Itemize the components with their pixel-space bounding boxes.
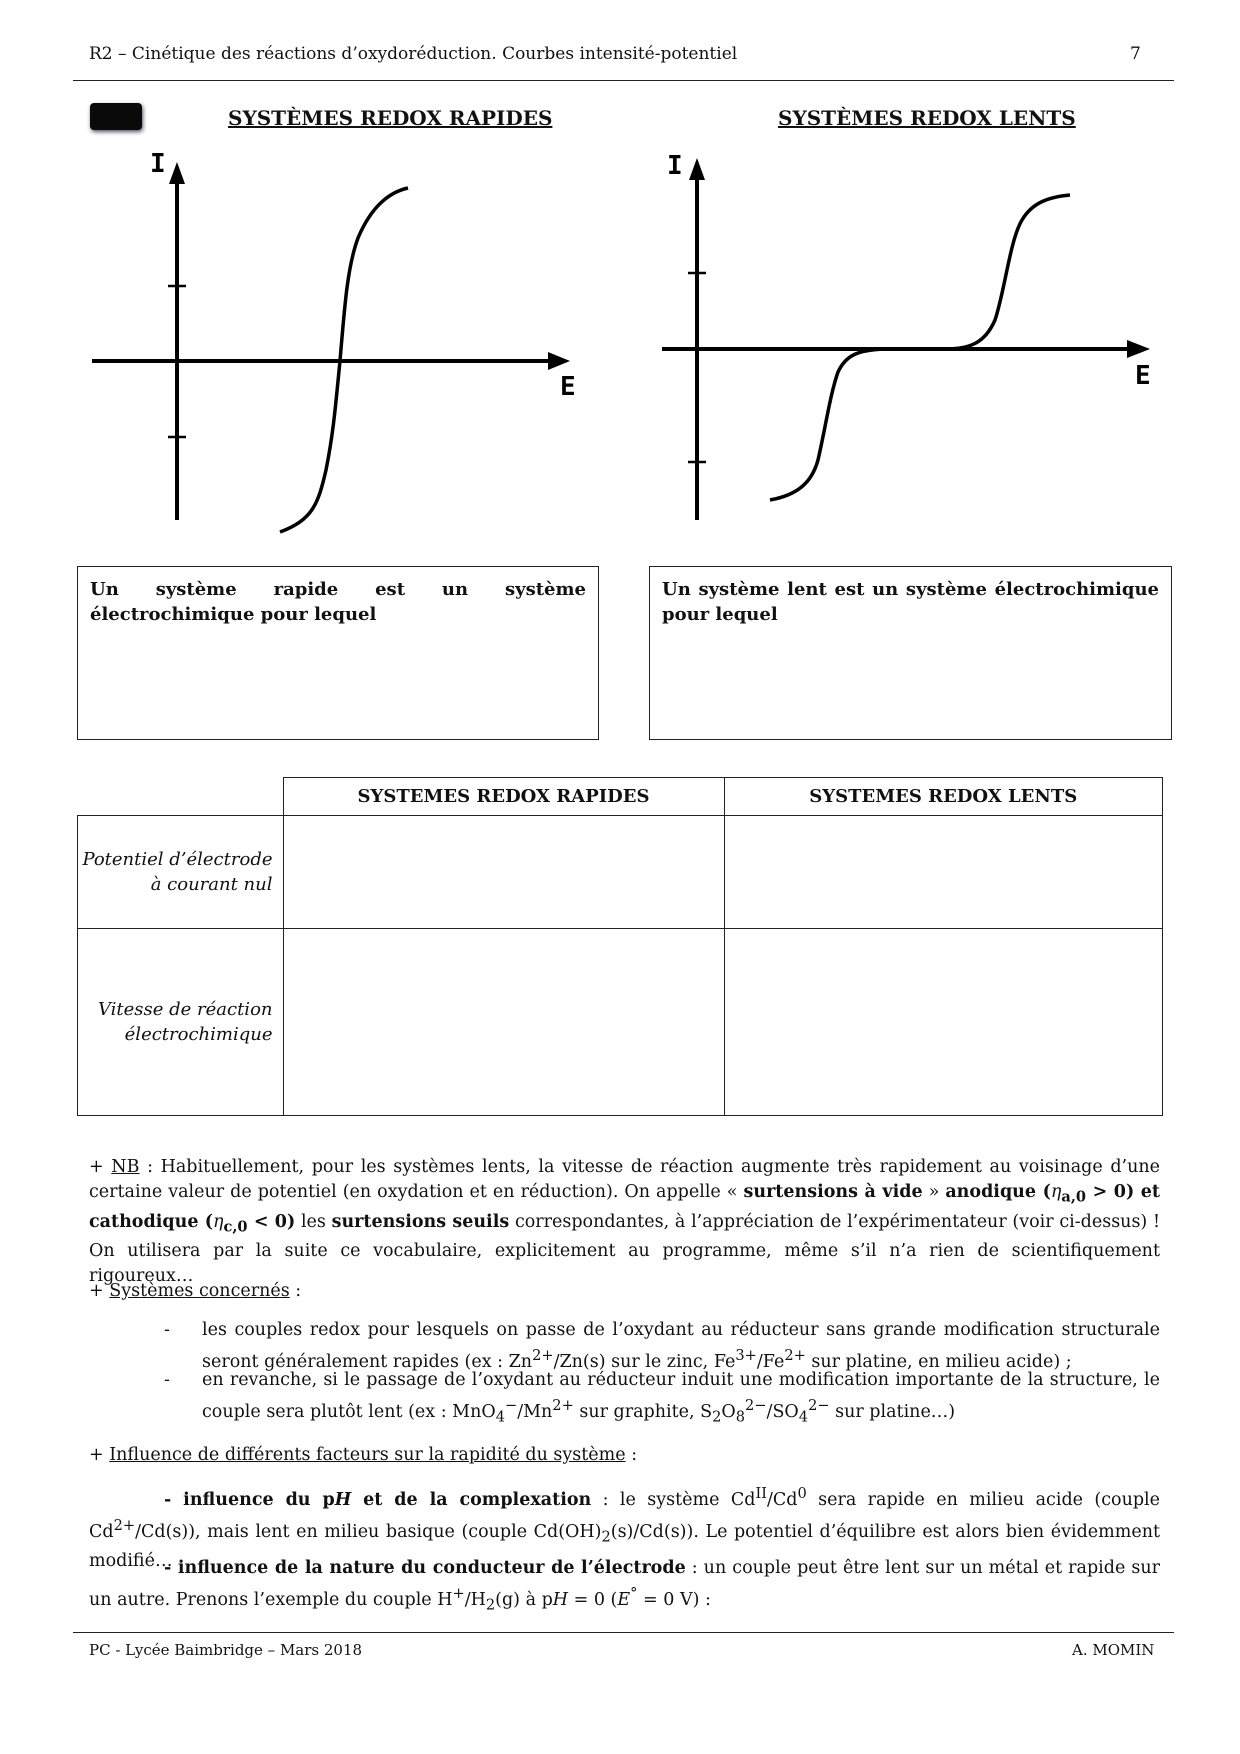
p1-bold-a: - influence du p (164, 1489, 335, 1510)
b1-text-a: les couples redox pour lesquels on passe de l’oxydant au réducteur sans grande modification structurale seront généralement rapides (ex : Zn (202, 1320, 1160, 1372)
p1-text-b: /Cd (766, 1489, 798, 1510)
slow-x-label: E (1135, 361, 1151, 391)
b2-sup4: 2− (808, 1397, 830, 1414)
b2-text-e: /SO (766, 1401, 799, 1422)
systems-bullet-1 (202, 1318, 1160, 1375)
b1-sup1: 2+ (532, 1347, 554, 1364)
p2-text-a: : un couple peut être lent sur un métal et rapide sur un autre. Prenons l’exemple du couple H (89, 1558, 1160, 1610)
nb-term-surtensions-vide: surtensions à vide (743, 1182, 923, 1202)
fast-system-graph (85, 150, 585, 540)
p2-text-c: (g) à p (495, 1589, 553, 1610)
cell-potential-fast (283, 816, 724, 929)
slow-definition-box (649, 566, 1172, 740)
b1-sup3: 2+ (784, 1347, 806, 1364)
p1-sup1: II (755, 1485, 767, 1502)
p2-H: H (552, 1589, 569, 1610)
row-label-speed-line1: Vitesse de réaction (97, 999, 273, 1020)
cell-speed-slow (724, 929, 1163, 1116)
nb-eta-c: η (212, 1211, 224, 1232)
b1-text-c: /Fe (756, 1351, 785, 1372)
header-rule (73, 80, 1174, 81)
page-number: 7 (1130, 44, 1141, 64)
nb-prefix: + (89, 1157, 112, 1177)
fast-y-label: I (150, 150, 166, 179)
fast-x-label: E (560, 372, 576, 402)
systems-heading-suffix: : (289, 1281, 302, 1301)
nb-text-3: » (922, 1182, 946, 1202)
slow-y-label: I (667, 151, 683, 181)
systems-bullet-1-dash: - (164, 1320, 170, 1340)
p1-bold-b: et de la complexation (351, 1489, 592, 1510)
p2-text-d: = 0 ( (568, 1589, 618, 1610)
nb-eta-a: η (1050, 1182, 1062, 1202)
slow-y-arrow (689, 158, 705, 180)
nb-paragraph (89, 1155, 1160, 1289)
cell-speed-fast (283, 929, 724, 1116)
table-header-row (78, 778, 1163, 816)
b2-text-b: /Mn (517, 1401, 553, 1422)
b1-text-b: /Zn(s) sur le zinc, Fe (553, 1351, 736, 1372)
header-title: R2 – Cinétique des réactions d’oxydoréduction. Courbes intensité-potentiel (89, 44, 738, 64)
b2-text-c: sur graphite, S (573, 1401, 713, 1422)
b2-sup3: 2− (745, 1397, 767, 1414)
row-label-potential (78, 816, 284, 929)
slow-x-arrow (1127, 340, 1150, 358)
b2-sub1: 4 (495, 1408, 505, 1426)
p2-sub1: 2 (485, 1596, 496, 1614)
col-header-slow: SYSTEMES REDOX LENTS (724, 778, 1163, 816)
systems-heading (89, 1279, 301, 1304)
row-label-potential-line1: Potentiel d’électrode (82, 849, 273, 870)
nb-cathodique: > 0) et cathodique ( (89, 1182, 1160, 1232)
influence-electrode-paragraph (89, 1556, 1160, 1617)
p2-text-e: = 0 V) : (637, 1589, 711, 1610)
systems-prefix: + (89, 1281, 110, 1301)
p2-text-b: /H (464, 1589, 486, 1610)
table-row-potential (78, 816, 1163, 929)
influence-heading (89, 1443, 637, 1468)
influence-heading-suffix: : (625, 1445, 638, 1465)
p2-E: E (617, 1589, 631, 1610)
footer-rule (73, 1632, 1174, 1633)
nb-text-9: correspondantes, à l’appréciation de l’expérimentateur (voir ci-dessus) ! On utilisera par la suite ce vocabulaire, explicitement au programme, même s’il n’a rien de scientifiquement rigoureux… (89, 1211, 1161, 1286)
influence-heading-text: Influence de différents facteurs sur la rapidité du système (109, 1445, 626, 1465)
p1-sup2: 0 (797, 1485, 807, 1502)
b2-text-d: O (721, 1401, 736, 1422)
p1-text-e: (s)/Cd(s)). Le potentiel d’équilibre est alors bien évidemment modifié… (89, 1521, 1160, 1572)
p1-text-a: : le système Cd (591, 1489, 756, 1510)
footer-left: PC - Lycée Baimbridge – Mars 2018 (89, 1641, 363, 1659)
systems-heading-text: Systèmes concernés (109, 1281, 290, 1301)
systems-bullet-2 (202, 1368, 1160, 1429)
nb-text-7: les (295, 1211, 332, 1232)
row-label-speed-line2: électrochimique (124, 1024, 273, 1045)
nb-cathodique-end: < 0) (247, 1211, 296, 1232)
col-header-fast: SYSTEMES REDOX RAPIDES (283, 778, 724, 816)
b2-sup1: − (504, 1397, 518, 1414)
b2-sub4: 4 (798, 1408, 809, 1426)
nb-label: NB (111, 1157, 140, 1177)
nb-term-surtensions-seuils: surtensions seuils (331, 1211, 510, 1232)
fast-y-arrow (169, 162, 185, 184)
b1-text-d: sur platine, en milieu acide) ; (805, 1351, 1072, 1372)
table-corner (78, 778, 284, 816)
fast-definition-text: Un système rapide est un système électrochimique pour lequel (90, 579, 586, 625)
table-row-speed (78, 929, 1163, 1116)
systems-bullet-2-dash: - (164, 1370, 170, 1390)
black-tab (90, 103, 142, 130)
p1-text-c: sera rapide en milieu acide (couple Cd (89, 1489, 1160, 1542)
p1-text-d: /Cd(s)), mais lent en milieu basique (couple Cd(OH) (135, 1521, 602, 1542)
fast-graph-title: SYSTÈMES REDOX RAPIDES (228, 106, 553, 130)
slow-definition-text: Un système lent est un système électrochimique pour lequel (662, 579, 1159, 625)
b2-text-f: sur platine…) (829, 1401, 956, 1422)
nb-eta-a-sub: a,0 (1061, 1188, 1087, 1206)
nb-eta-c-sub: c,0 (223, 1218, 248, 1235)
p1-bold-H: H (334, 1489, 352, 1510)
b2-text-a: en revanche, si le passage de l’oxydant au réducteur induit une modification importante de la structure, le couple sera plutôt lent (ex : MnO (202, 1370, 1160, 1422)
footer-right: A. MOMIN (1072, 1641, 1155, 1659)
b2-sub3: 8 (735, 1408, 746, 1426)
fast-x-arrow (548, 352, 570, 370)
b2-sup2: 2+ (552, 1397, 574, 1414)
p2-degree: ° (630, 1585, 638, 1602)
p1-sup3: 2+ (113, 1516, 136, 1534)
p2-bold: - influence de la nature du conducteur de l’électrode (164, 1558, 686, 1578)
slow-system-graph (650, 150, 1170, 530)
p2-sup1: + (452, 1585, 465, 1602)
p1-sub1: 2 (601, 1528, 611, 1546)
influence-prefix: + (89, 1445, 110, 1465)
slow-graph-title: SYSTÈMES REDOX LENTS (778, 106, 1076, 130)
row-label-speed (78, 929, 284, 1116)
nb-anodique: anodique ( (945, 1182, 1051, 1202)
row-label-potential-line2: à courant nul (150, 874, 273, 895)
b2-sub2: 2 (712, 1408, 722, 1426)
cell-potential-slow (724, 816, 1163, 929)
nb-text-1: : Habituellement, pour les systèmes lents, la vitesse de réaction augmente très rapidement au voisinage d’une certaine valeur de potentiel (en oxydation et en réduction). On appelle « (89, 1157, 1160, 1202)
fast-definition-box (77, 566, 599, 740)
b1-sup2: 3+ (735, 1347, 757, 1364)
comparison-table (77, 777, 1163, 1116)
